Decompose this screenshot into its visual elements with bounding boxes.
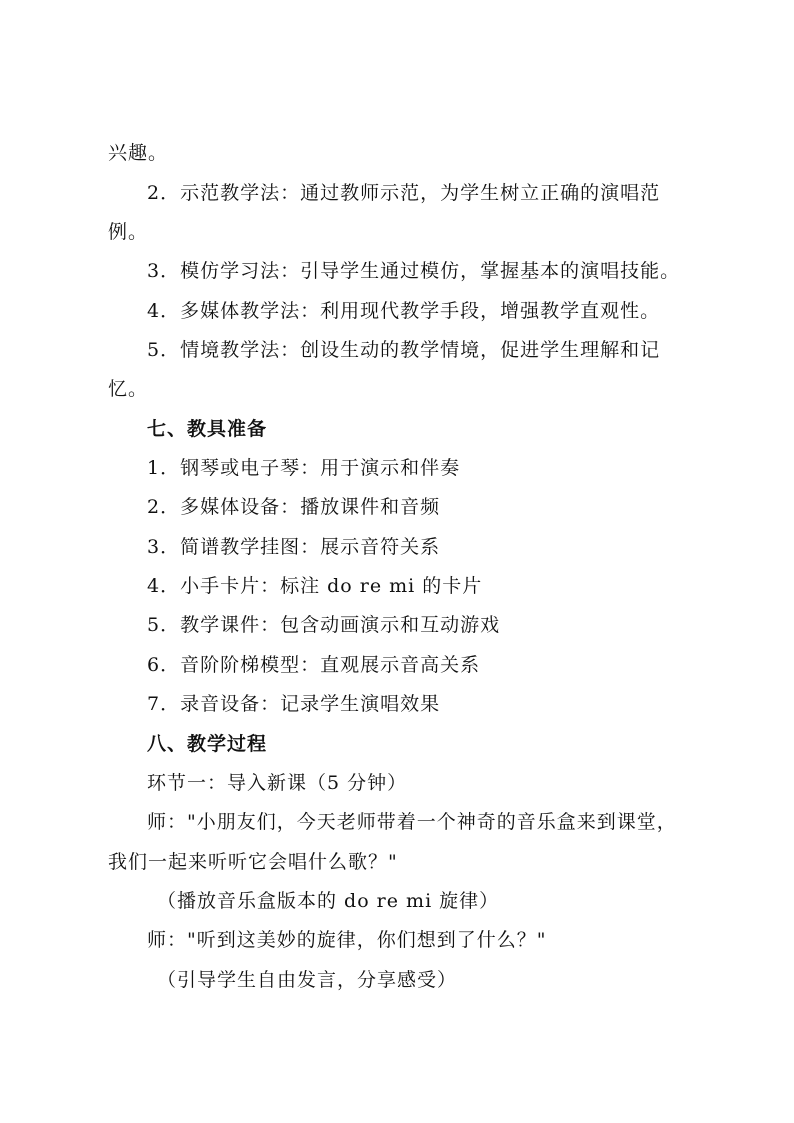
list-item: 5．情境教学法：创设生动的教学情境，促进学生理解和记: [147, 339, 661, 361]
list-item: 3．简谱教学挂图：展示音符关系: [147, 536, 441, 558]
list-item: 6．音阶阶梯模型：直观展示音高关系: [147, 654, 481, 676]
text-line: （播放音乐盒版本的 do re mi 旋律）: [157, 890, 500, 912]
section-heading: 八、教学过程: [147, 733, 268, 755]
list-item: 2．多媒体设备：播放课件和音频: [147, 496, 441, 518]
text-line: 环节一：导入新课（5 分钟）: [147, 772, 408, 794]
list-item: 4．多媒体教学法：利用现代教学手段，增强教学直观性。: [147, 300, 661, 322]
text-line: （引导学生自由发言，分享感受）: [157, 969, 458, 991]
list-item: 5．教学课件：包含动画演示和互动游戏: [147, 614, 501, 636]
list-item: 4．小手卡片：标注 do re mi 的卡片: [147, 575, 483, 597]
text-line: 例。: [108, 221, 149, 243]
text-line: 忆。: [108, 378, 149, 400]
list-item: 3．模仿学习法：引导学生通过模仿，掌握基本的演唱技能。: [147, 260, 681, 282]
text-line: 我们一起来听听它会唱什么歌？": [108, 851, 398, 873]
list-item: 2．示范教学法：通过教师示范，为学生树立正确的演唱范: [147, 182, 661, 204]
section-heading: 七、教具准备: [147, 418, 268, 440]
text-line: 师："小朋友们，今天老师带着一个神奇的音乐盒来到课堂，: [147, 811, 677, 833]
text-line: 兴趣。: [108, 142, 169, 164]
text-line: 师："听到这美妙的旋律，你们想到了什么？": [147, 929, 547, 951]
list-item: 1．钢琴或电子琴：用于演示和伴奏: [147, 457, 461, 479]
list-item: 7．录音设备：记录学生演唱效果: [147, 693, 441, 715]
